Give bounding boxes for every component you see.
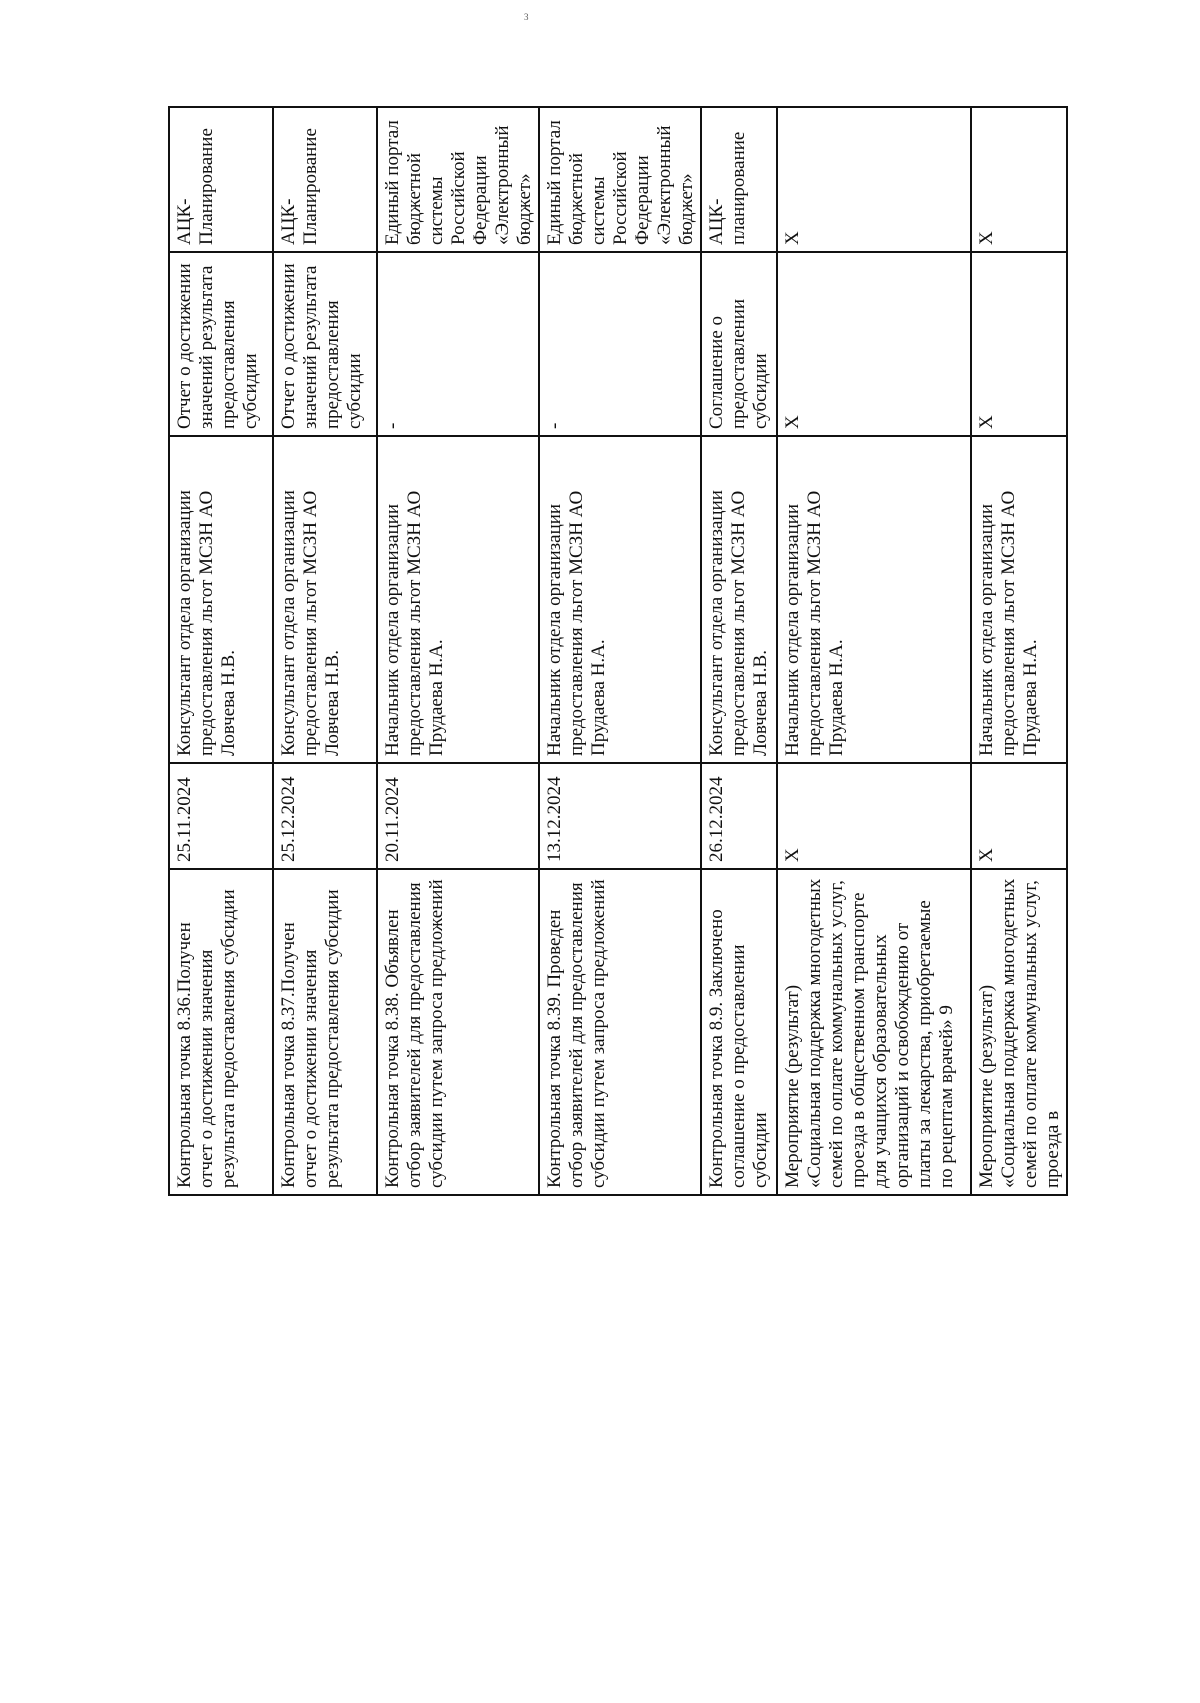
cell-responsible: Начальник отдела организации предоставления льгот МСЗН АО Прудаева Н.А. bbox=[777, 436, 971, 763]
table-container bbox=[168, 108, 1086, 1196]
cell-date: 25.11.2024 bbox=[169, 763, 273, 869]
cell-name: Мероприятие (результат) «Социальная поддержка многодетных семей по оплате коммунальных услуг, проезда в общественном транспорте для учащихся образовательных организаций и освобождению от платы за лекарства, приобретаемые по рецептам врачей» 9 bbox=[777, 869, 971, 1195]
cell-name: Контрольная точка 8.39. Проведен отбор заявителей для предоставления субсидии путем запроса предложений bbox=[539, 869, 701, 1195]
cell-date: X bbox=[971, 763, 1067, 869]
cell-responsible: Начальник отдела организации предоставления льгот МСЗН АО Прудаева Н.А. bbox=[539, 436, 701, 763]
cell-document: - bbox=[377, 252, 539, 436]
cell-responsible: Консультант отдела организации предоставления льгот МСЗН АО Ловчева Н.В. bbox=[169, 436, 273, 763]
cell-date: 26.12.2024 bbox=[701, 763, 777, 869]
cell-date: 25.12.2024 bbox=[273, 763, 377, 869]
cell-document: Отчет о достижении значений результата предоставления субсидии bbox=[273, 252, 377, 436]
cell-system: Единый портал бюджетной системы Российской Федерации «Электронный бюджет» bbox=[539, 107, 701, 252]
cell-system: АЦК-планирование bbox=[701, 107, 777, 252]
cell-name: Контрольная точка 8.9. Заключено соглашение о предоставлении субсидии bbox=[701, 869, 777, 1195]
cell-document: X bbox=[777, 252, 971, 436]
cell-system: АЦК-Планирование bbox=[169, 107, 273, 252]
table-row bbox=[273, 107, 377, 1195]
cell-name: Контрольная точка 8.36.Получен отчет о достижении значения результата предоставления субсидии bbox=[169, 869, 273, 1195]
table-row bbox=[169, 107, 273, 1195]
page-mark: 3 bbox=[524, 12, 529, 22]
table-row bbox=[777, 107, 971, 1195]
cell-date: 13.12.2024 bbox=[539, 763, 701, 869]
cell-document: - bbox=[539, 252, 701, 436]
cell-responsible: Консультант отдела организации предоставления льгот МСЗН АО Ловчева Н.В. bbox=[701, 436, 777, 763]
control-points-table bbox=[168, 106, 1068, 1196]
cell-date: X bbox=[777, 763, 971, 869]
cell-system: X bbox=[777, 107, 971, 252]
cell-name: Мероприятие (результат) «Социальная поддержка многодетных семей по оплате коммунальных услуг, проезда в bbox=[971, 869, 1067, 1195]
cell-name: Контрольная точка 8.37.Получен отчет о достижении значения результата предоставления субсидии bbox=[273, 869, 377, 1195]
cell-system: X bbox=[971, 107, 1067, 252]
table-row bbox=[377, 107, 539, 1195]
cell-document: X bbox=[971, 252, 1067, 436]
cell-responsible: Начальник отдела организации предоставления льгот МСЗН АО Прудаева Н.А. bbox=[377, 436, 539, 763]
cell-document: Соглашение о предоставлении субсидии bbox=[701, 252, 777, 436]
table-row bbox=[539, 107, 701, 1195]
cell-system: Единый портал бюджетной системы Российской Федерации «Электронный бюджет» bbox=[377, 107, 539, 252]
cell-system: АЦК-Планирование bbox=[273, 107, 377, 252]
table-row bbox=[701, 107, 777, 1195]
table-row bbox=[971, 107, 1067, 1195]
cell-document: Отчет о достижении значений результата предоставления субсидии bbox=[169, 252, 273, 436]
cell-name: Контрольная точка 8.38. Объявлен отбор заявителей для предоставления субсидии путем запроса предложений bbox=[377, 869, 539, 1195]
cell-responsible: Начальник отдела организации предоставления льгот МСЗН АО Прудаева Н.А. bbox=[971, 436, 1067, 763]
cell-responsible: Консультант отдела организации предоставления льгот МСЗН АО Ловчева Н.В. bbox=[273, 436, 377, 763]
cell-date: 20.11.2024 bbox=[377, 763, 539, 869]
